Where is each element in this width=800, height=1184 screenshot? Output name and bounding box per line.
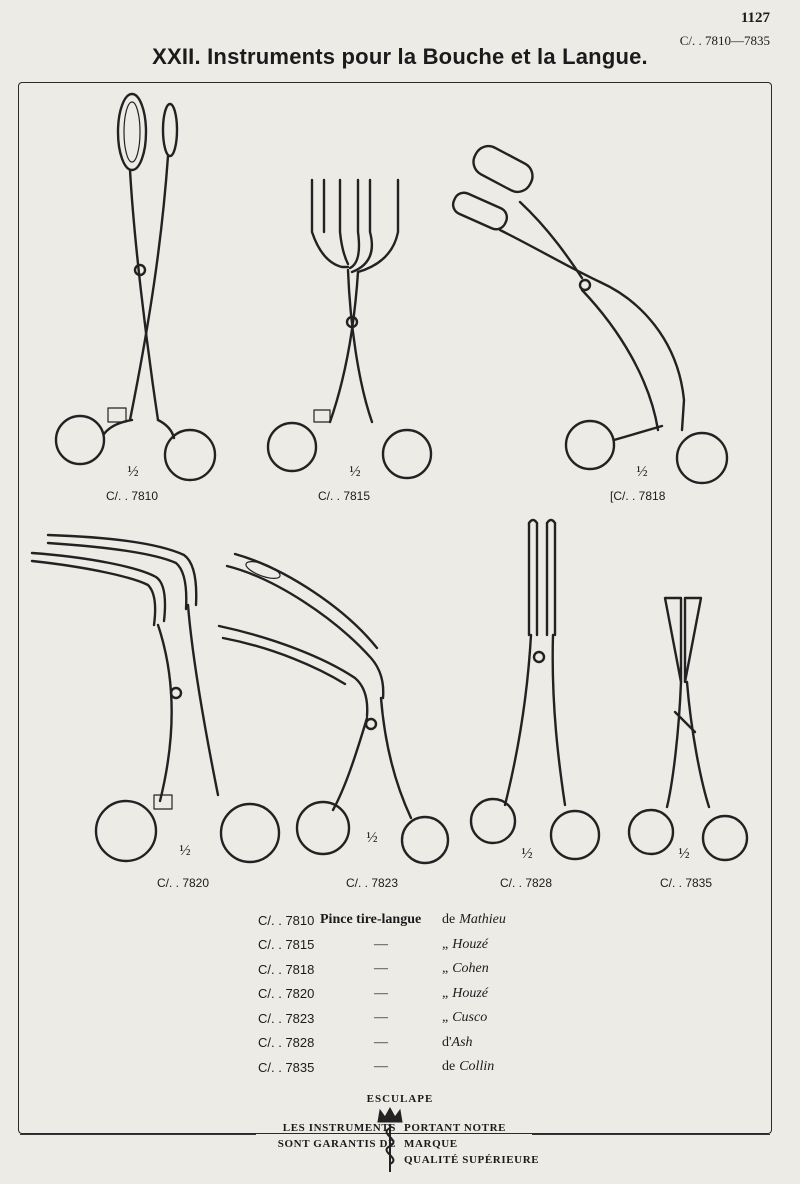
legend-desc: — [374, 1059, 388, 1075]
ref-7818: [C/. . 7818 [610, 489, 666, 503]
legend-row [258, 908, 578, 933]
legend-code: C/. . 7820 [258, 986, 315, 1002]
legend-table [258, 908, 578, 1080]
legend-name: Collin [459, 1059, 495, 1075]
forceps-7815-icon [262, 172, 442, 492]
legend-code: C/. . 7835 [258, 1059, 315, 1075]
legend-row [258, 957, 578, 982]
ref-7823: C/. . 7823 [346, 876, 399, 890]
legend-desc: Pince tire-langue [320, 912, 422, 928]
forceps-7810-icon [50, 90, 230, 490]
legend-prep: de [442, 1059, 456, 1075]
legend-row [258, 1055, 578, 1080]
scale-7818: ½ [636, 464, 648, 480]
page-range: C/. . 7810—7835 [679, 33, 770, 48]
ref-7820: C/. . 7820 [157, 876, 210, 890]
guarantee-left-line: SONT GARANTIS DE [277, 1138, 396, 1150]
legend-desc: — [374, 1010, 388, 1026]
legend-name: Houzé [452, 936, 488, 952]
legend-name: Mathieu [459, 912, 506, 928]
ref-7828: C/. . 7828 [500, 876, 553, 890]
legend-desc: — [374, 961, 388, 977]
ref-7835: C/. . 7835 [660, 876, 713, 890]
legend-name: Ash [451, 1034, 473, 1050]
brand-name: ESCULAPE [366, 1093, 434, 1105]
footer-rule-left [20, 1134, 256, 1135]
footer-rule-right [532, 1134, 770, 1135]
legend-prep: „ [442, 1010, 449, 1026]
page-title: XXII. Instruments pour la Bouche et la Langue. [152, 44, 648, 69]
legend-code: C/. . 7823 [258, 1010, 315, 1026]
scale-7828: ½ [521, 846, 533, 862]
legend-code: C/. . 7828 [258, 1035, 315, 1051]
page-number: 1127 [740, 10, 770, 26]
legend-code: C/. . 7815 [258, 937, 315, 953]
legend-name: Cusco [452, 1010, 488, 1026]
legend-desc: — [374, 1034, 388, 1050]
legend-prep: de [442, 912, 456, 928]
legend-row [258, 1006, 578, 1031]
legend-prep: „ [442, 936, 449, 952]
scale-7823: ½ [366, 830, 378, 846]
guarantee-left-line: LES INSTRUMENTS [282, 1122, 396, 1134]
legend-prep: „ [442, 961, 449, 977]
legend-code: C/. . 7810 [258, 912, 315, 928]
legend-row [258, 933, 578, 958]
legend-prep: „ [442, 985, 449, 1001]
forceps-7835-icon [615, 592, 765, 877]
legend-desc: — [374, 936, 388, 952]
scale-7815: ½ [349, 464, 361, 480]
legend-prep: d' [442, 1034, 452, 1050]
ref-7810: C/. . 7810 [106, 489, 159, 503]
ref-7815: C/. . 7815 [318, 489, 371, 503]
legend-code: C/. . 7818 [258, 961, 315, 977]
guarantee-right-line: PORTANT NOTRE MARQUE [404, 1122, 507, 1150]
legend-name: Houzé [452, 985, 488, 1001]
legend-name: Cohen [452, 961, 489, 977]
guarantee-right [404, 1120, 554, 1168]
guarantee-right-line: QUALITÉ SUPÉRIEURE [404, 1154, 540, 1166]
forceps-7823-icon [215, 548, 455, 878]
scale-7810: ½ [127, 464, 139, 480]
legend-row [258, 982, 578, 1007]
forceps-7828-icon [465, 515, 615, 875]
legend-desc: — [374, 985, 388, 1001]
legend-row [258, 1031, 578, 1056]
esculape-logo-icon [372, 1106, 408, 1176]
scale-7835: ½ [678, 846, 690, 862]
forceps-7818-icon [450, 150, 750, 490]
scale-7820: ½ [179, 843, 191, 859]
